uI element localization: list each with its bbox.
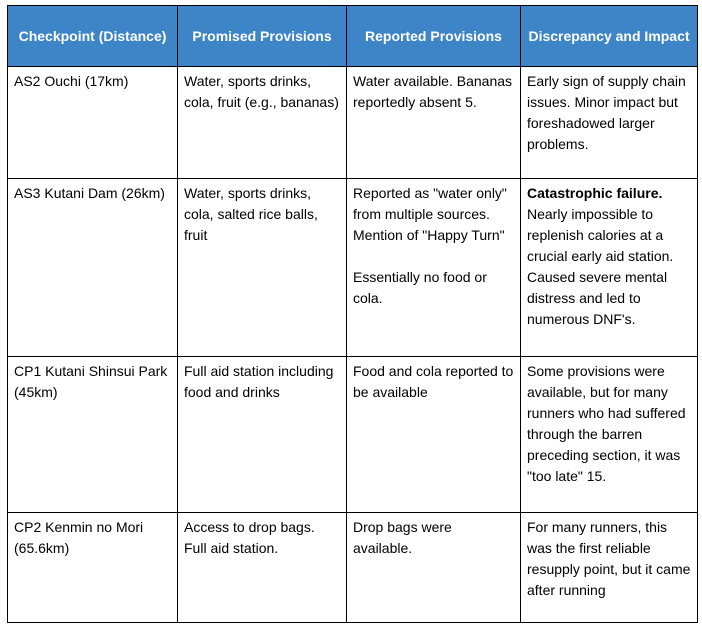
cell-reported-provisions [347,513,521,623]
cell-reported-provisions [347,179,521,357]
promised-text: Full aid station including food and drinks [184,363,334,400]
table-body [8,67,698,623]
reported-text: Essentially no food or cola. [353,269,487,306]
cell-checkpoint [8,357,178,513]
reported-text: Food and cola reported to be available [353,363,514,400]
promised-text: Water, sports drinks, cola, salted rice balls, fruit [184,185,318,243]
discrepancy-body: For many runners, this was the first reliable resupply point, but it came after running [527,519,691,598]
table-row [8,179,698,357]
header-promised-provisions: Promised Provisions [178,6,347,67]
header-row [8,6,698,67]
checkpoint-text: CP1 Kutani Shinsui Park (45km) [14,363,168,400]
header-reported-provisions: Reported Provisions [347,6,521,67]
checkpoint-text: AS3 Kutani Dam (26km) [14,185,165,201]
table-row [8,513,698,623]
checkpoint-text: AS2 Ouchi (17km) [14,73,129,89]
table-header [8,6,698,67]
discrepancy-bold-lead: Catastrophic failure. [527,185,663,201]
discrepancy-text [527,71,691,155]
header-discrepancy-impact: Discrepancy and Impact [521,6,698,67]
cell-reported-provisions [347,67,521,179]
checkpoint-provisions-table [7,5,698,623]
cell-discrepancy-impact [521,67,698,179]
cell-checkpoint [8,179,178,357]
reported-text: Drop bags were available. [353,519,452,556]
promised-text: Water, sports drinks, cola, fruit (e.g., bananas) [184,73,339,110]
discrepancy-body: Some provisions were available, but for many runners who had suffered through the barren preceding section, it was "too late" 15. [527,363,686,484]
cell-checkpoint [8,513,178,623]
promised-text: Access to drop bags. Full aid station. [184,519,315,556]
header-checkpoint-distance: Checkpoint (Distance) [8,6,178,67]
cell-promised-provisions [178,179,347,357]
cell-promised-provisions [178,513,347,623]
table-row [8,67,698,179]
cell-promised-provisions [178,67,347,179]
discrepancy-text [527,361,691,487]
cell-promised-provisions [178,357,347,513]
reported-text: Reported as "water only" from multiple sources. Mention of "Happy Turn" [353,185,507,243]
cell-discrepancy-impact [521,179,698,357]
cell-discrepancy-impact [521,513,698,623]
cell-reported-provisions [347,357,521,513]
cell-checkpoint [8,67,178,179]
reported-text: Water available. Bananas reportedly absent 5. [353,73,513,110]
cell-discrepancy-impact [521,357,698,513]
discrepancy-body: Early sign of supply chain issues. Minor impact but foreshadowed larger problems. [527,73,686,152]
discrepancy-text [527,517,691,601]
checkpoint-text: CP2 Kenmin no Mori (65.6km) [14,519,144,556]
discrepancy-body: Nearly impossible to replenish calories at a crucial early aid station. Caused severe mental distress and led to numerous DNF's. [527,206,674,327]
table-row [8,357,698,513]
discrepancy-text [527,183,691,330]
